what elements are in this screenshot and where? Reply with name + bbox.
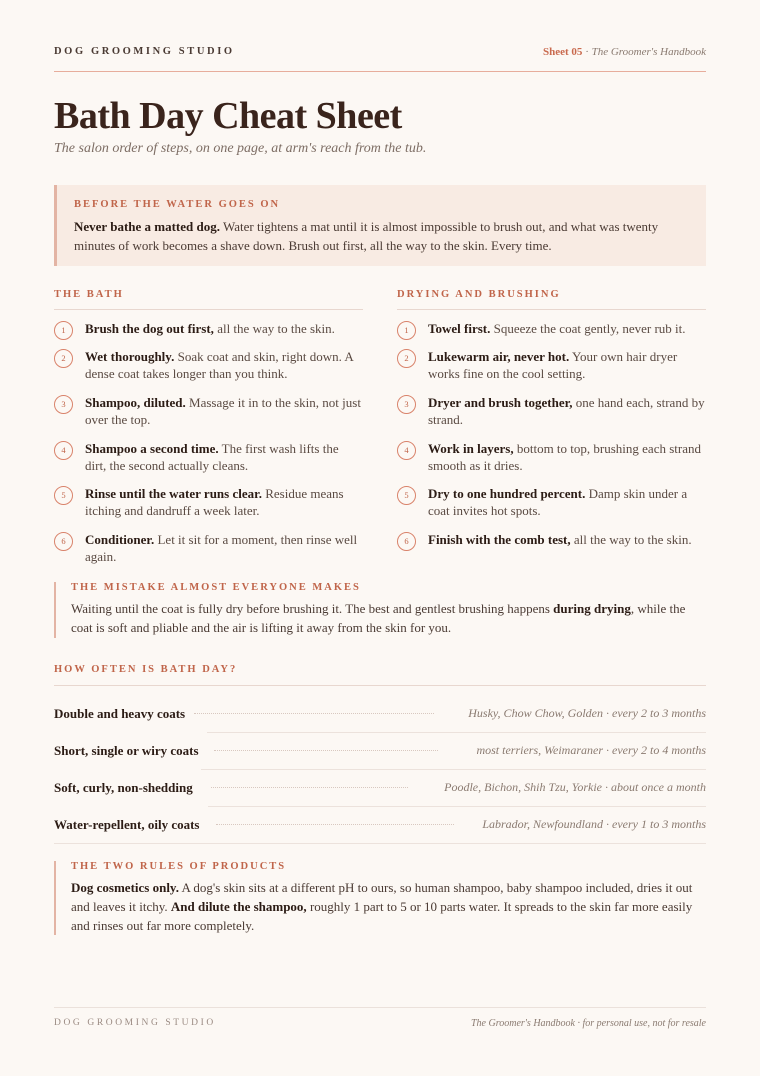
drying-column <box>397 289 706 547</box>
step-text <box>428 440 706 474</box>
coat-type: Double and heavy coats <box>54 695 193 732</box>
warning-title: BEFORE THE WATER GOES ON <box>74 199 281 210</box>
frequency-row <box>54 806 706 844</box>
step-bold: Dry to one hundred percent. <box>428 486 586 501</box>
coat-type: Short, single or wiry coats <box>54 732 207 769</box>
book-title: The Groomer's Handbook <box>591 46 706 58</box>
step-bold: Lukewarm air, never hot. <box>428 349 570 364</box>
sheet-separator: · <box>582 46 592 58</box>
step-text <box>85 348 363 382</box>
step-bold: Brush the dog out first, <box>85 321 214 336</box>
step-bold: Wet thoroughly. <box>85 349 175 364</box>
page-subtitle: The salon order of steps, on one page, at arm's reach from the tub. <box>54 141 427 156</box>
step-text <box>428 348 706 382</box>
step-body: Squeeze the coat gently, never rub it. <box>490 321 686 336</box>
step-bold: Rinse until the water runs clear. <box>85 486 262 501</box>
step-body: bottom to top, brushing each strand smooth as it dries. <box>428 441 701 473</box>
step-body: all the way to the skin. <box>213 321 335 336</box>
mistake-text <box>71 599 706 637</box>
step-number: 3 <box>397 395 416 414</box>
frequency-title: HOW OFTEN IS BATH DAY? <box>54 664 706 686</box>
page-title: Bath Day Cheat Sheet <box>54 95 402 137</box>
products-bold-2: And dilute the shampoo, <box>170 899 307 914</box>
step-body: The first wash lifts the dirt, the second actually cleans. <box>85 441 339 473</box>
step-number: 4 <box>54 441 73 460</box>
step-number: 1 <box>397 321 416 340</box>
bath-schedule: most terriers, Weimaraner · every 2 to 4 months <box>476 743 706 757</box>
coat-type: Soft, curly, non-shedding <box>54 769 201 806</box>
warning-text <box>74 217 690 255</box>
step-bold: Finish with the comb test, <box>428 532 571 547</box>
step-body: Residue means itching and dandruff a week later. <box>85 486 344 518</box>
drying-title: DRYING AND BRUSHING <box>397 289 706 310</box>
step-text <box>85 440 363 474</box>
step-text <box>428 394 706 428</box>
step-bold: Shampoo a second time. <box>85 441 219 456</box>
mistake-title: THE MISTAKE ALMOST EVERYONE MAKES <box>71 582 361 593</box>
step-bold: Work in layers, <box>428 441 514 456</box>
frequency-row <box>54 695 706 733</box>
step-body: Massage it in to the skin, not just over the top. <box>85 395 361 427</box>
mistake-callout <box>54 582 706 638</box>
step-number: 2 <box>54 349 73 368</box>
step-text <box>428 531 706 548</box>
step-bold: Conditioner. <box>85 532 155 547</box>
step-bold: Dryer and brush together, <box>428 395 573 410</box>
sheet-info <box>543 46 706 58</box>
warning-body: Water tightens a mat until it is almost impossible to brush out, and what was twenty minutes of work becomes a shave down. Brush out first, all the way to the skin. Every time. <box>74 219 659 253</box>
step-number: 3 <box>54 395 73 414</box>
step-body: Let it sit for a moment, then rinse well again. <box>85 532 358 564</box>
step-text <box>85 485 363 519</box>
step-body: Soak coat and skin, right down. A dense coat takes longer than you think. <box>85 349 354 381</box>
dot-leader <box>211 787 408 788</box>
studio-brand: DOG GROOMING STUDIO <box>54 46 235 57</box>
step-text <box>428 485 706 519</box>
products-bold-1: Dog cosmetics only. <box>71 880 179 895</box>
bath-schedule: Labrador, Newfoundland · every 1 to 3 months <box>482 817 706 831</box>
coat-type: Water-repellent, oily coats <box>54 806 208 843</box>
mistake-body-end: , while the coat is soft and pliable and the air is lifting it away from the skin for you. <box>71 601 686 635</box>
step-body: Damp skin under a coat invites hot spots. <box>428 486 688 518</box>
step-number: 5 <box>54 486 73 505</box>
warning-callout <box>54 185 706 266</box>
footer-brand: DOG GROOMING STUDIO <box>54 1018 216 1028</box>
dot-leader <box>194 713 434 714</box>
footer-note: The Groomer's Handbook · for personal use, not for resale <box>471 1018 706 1029</box>
warning-bold: Never bathe a matted dog. <box>74 219 220 234</box>
products-body-2: roughly 1 part to 5 or 10 parts water. It spreads to the skin far more easily and rinses out far more completely. <box>71 899 693 933</box>
step-number: 5 <box>397 486 416 505</box>
mistake-bold: during drying <box>553 601 631 616</box>
frequency-row <box>54 769 706 807</box>
products-body-1: A dog's skin sits at a different pH to ours, so human shampoo, baby shampoo included, dries it out and leaves it itchy. <box>71 880 693 914</box>
step-text <box>85 394 363 428</box>
products-callout <box>54 861 706 935</box>
mistake-body: Waiting until the coat is fully dry before brushing it. The best and gentlest brushing happens <box>71 601 554 616</box>
bath-title: THE BATH <box>54 289 363 310</box>
step-number: 6 <box>54 532 73 551</box>
step-bold: Shampoo, diluted. <box>85 395 186 410</box>
step-bold: Towel first. <box>428 321 491 336</box>
products-text <box>71 878 706 935</box>
sheet-number: Sheet 05 <box>543 46 583 58</box>
step-body: all the way to the skin. <box>570 532 692 547</box>
frequency-row <box>54 732 706 770</box>
step-number: 2 <box>397 349 416 368</box>
step-body: one hand each, strand by strand. <box>428 395 705 427</box>
step-number: 4 <box>397 441 416 460</box>
step-text <box>85 320 363 337</box>
dot-leader <box>214 750 438 751</box>
bath-column <box>54 289 363 564</box>
products-title: THE TWO RULES OF PRODUCTS <box>71 861 287 872</box>
bath-schedule: Poodle, Bichon, Shih Tzu, Yorkie · about once a month <box>444 780 706 794</box>
dot-leader <box>216 824 454 825</box>
cheat-sheet-page <box>54 0 706 1076</box>
bath-schedule: Husky, Chow Chow, Golden · every 2 to 3 months <box>468 706 706 720</box>
step-body: Your own hair dryer works fine on the cool setting. <box>428 349 678 381</box>
step-number: 1 <box>54 321 73 340</box>
step-text <box>428 320 706 337</box>
step-text <box>85 531 363 565</box>
header-bar <box>54 46 706 60</box>
step-number: 6 <box>397 532 416 551</box>
footer-divider <box>54 1007 706 1008</box>
header-divider <box>54 71 706 72</box>
